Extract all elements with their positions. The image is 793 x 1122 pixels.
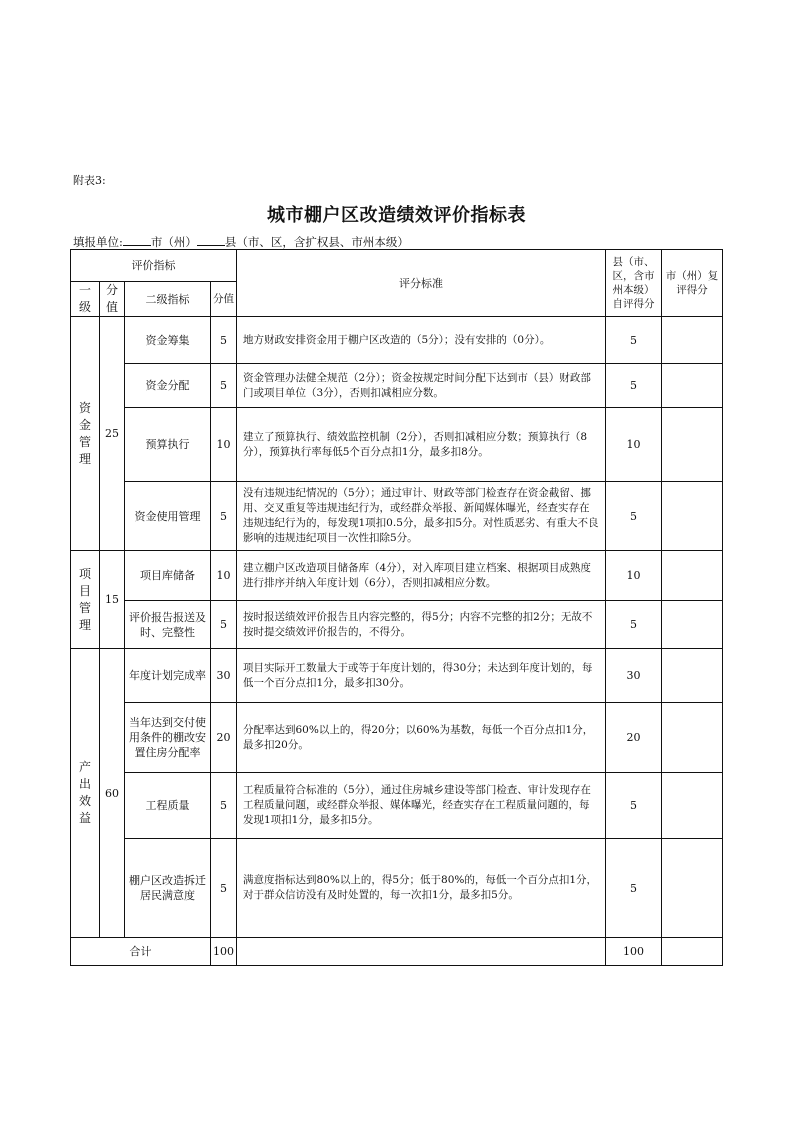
indicator-score: 5	[211, 317, 237, 364]
city-score-cell[interactable]	[662, 482, 723, 551]
city-score-cell[interactable]	[662, 601, 723, 649]
fill-unit-label: 填报单位:	[73, 235, 123, 249]
self-score-cell[interactable]: 10	[606, 408, 662, 482]
criteria-text: 按时报送绩效评价报告且内容完整的，得5分；内容不完整的扣2分；无故不按时提交绩效评价报告的，不得分。	[237, 601, 606, 649]
county-blank[interactable]	[197, 235, 225, 246]
self-score-cell[interactable]: 5	[606, 482, 662, 551]
header-level2: 二级指标	[125, 282, 211, 317]
city-score-cell[interactable]	[662, 773, 723, 839]
header-score2: 分值	[211, 282, 237, 317]
indicator-name: 预算执行	[125, 408, 211, 482]
header-level1: 一级	[71, 282, 100, 317]
indicator-score: 5	[211, 482, 237, 551]
attachment-label: 附表3:	[73, 174, 106, 187]
group-score: 60	[100, 649, 125, 938]
indicator-name: 资金分配	[125, 364, 211, 408]
group-score: 15	[100, 551, 125, 649]
criteria-text: 地方财政安排资金用于棚户区改造的（5分）；没有安排的（0分）。	[237, 317, 606, 364]
total-row	[71, 938, 723, 966]
indicator-name: 当年达到交付使用条件的棚改安置住房分配率	[125, 703, 211, 773]
indicator-name: 年度计划完成率	[125, 649, 211, 703]
total-label: 合计	[71, 938, 211, 966]
document-title: 城市棚户区改造绩效评价指标表	[267, 205, 526, 226]
criteria-text: 建立棚户区改造项目储备库（4分），对入库项目建立档案、根据项目成熟度进行排序并纳入年度计划（6分），否则扣减相应分数。	[237, 551, 606, 601]
table-row	[71, 364, 723, 408]
indicator-score: 10	[211, 551, 237, 601]
table-row	[71, 773, 723, 839]
criteria-text: 分配率达到60%以上的，得20分；以60%为基数，每低一个百分点扣1分，最多扣20分。	[237, 703, 606, 773]
table-row	[71, 551, 723, 601]
indicator-score: 5	[211, 601, 237, 649]
criteria-text: 建立了预算执行、绩效监控机制（2分），否则扣减相应分数；预算执行（8分），预算执行率每低5个百分点扣1分，最多扣8分。	[237, 408, 606, 482]
self-score-cell[interactable]: 5	[606, 601, 662, 649]
table-row	[71, 317, 723, 364]
indicator-name: 项目库储备	[125, 551, 211, 601]
group-name: 项目管理	[71, 551, 100, 649]
self-score-cell[interactable]: 10	[606, 551, 662, 601]
group-name: 产出效益	[71, 649, 100, 938]
criteria-text: 项目实际开工数量大于或等于年度计划的，得30分；未达到年度计划的，每低一个百分点扣1分，最多扣30分。	[237, 649, 606, 703]
criteria-text: 没有违规违纪情况的（5分）；通过审计、财政等部门检查存在资金截留、挪用、交叉重复等违规违纪行为，或经群众举报、新闻媒体曝光，经查实存在违规违纪行为的，每发现1项扣0.5分，最多扣5分。对性质恶劣、有重大不良影响的违规违纪项目一次性扣除5分。	[237, 482, 606, 551]
header-indicators: 评价指标	[71, 250, 237, 282]
group-score: 25	[100, 317, 125, 551]
indicator-score: 30	[211, 649, 237, 703]
fill-unit-line	[73, 234, 409, 250]
self-score-cell[interactable]: 30	[606, 649, 662, 703]
header-city-score: 市（州）复评得分	[662, 250, 723, 317]
table-row	[71, 703, 723, 773]
evaluation-table	[70, 249, 723, 966]
self-score-cell[interactable]: 5	[606, 364, 662, 408]
city-score-cell[interactable]	[662, 364, 723, 408]
total-self-score[interactable]: 100	[606, 938, 662, 966]
table-row	[71, 601, 723, 649]
table-row	[71, 649, 723, 703]
header-criteria: 评分标准	[237, 250, 606, 317]
table-row	[71, 839, 723, 938]
city-blank[interactable]	[123, 235, 151, 246]
total-criteria-empty	[237, 938, 606, 966]
total-score: 100	[211, 938, 237, 966]
city-score-cell[interactable]	[662, 408, 723, 482]
city-score-cell[interactable]	[662, 839, 723, 938]
indicator-name: 棚户区改造拆迁居民满意度	[125, 839, 211, 938]
indicator-name: 评价报告报送及时、完整性	[125, 601, 211, 649]
header-self-score: 县（市、区，含市州本级）自评得分	[606, 250, 662, 317]
indicator-score: 5	[211, 839, 237, 938]
self-score-cell[interactable]: 20	[606, 703, 662, 773]
header-row-1	[71, 250, 723, 282]
header-score1: 分值	[100, 282, 125, 317]
city-score-cell[interactable]	[662, 317, 723, 364]
criteria-text: 资金管理办法健全规范（2分）；资金按规定时间分配下达到市（县）财政部门或项目单位（3分），否则扣减相应分数。	[237, 364, 606, 408]
indicator-score: 5	[211, 364, 237, 408]
indicator-score: 10	[211, 408, 237, 482]
indicator-name: 资金使用管理	[125, 482, 211, 551]
indicator-score: 20	[211, 703, 237, 773]
criteria-text: 满意度指标达到80%以上的，得5分；低于80%的，每低一个百分点扣1分，对于群众信访没有及时处置的，每一次扣1分，最多扣5分。	[237, 839, 606, 938]
city-score-cell[interactable]	[662, 551, 723, 601]
self-score-cell[interactable]: 5	[606, 839, 662, 938]
city-score-cell[interactable]	[662, 649, 723, 703]
indicator-name: 资金筹集	[125, 317, 211, 364]
self-score-cell[interactable]: 5	[606, 773, 662, 839]
fill-unit-county: 县（市、区，含扩权县、市州本级）	[224, 235, 409, 249]
total-city-score[interactable]	[662, 938, 723, 966]
indicator-name: 工程质量	[125, 773, 211, 839]
group-name: 资金管理	[71, 317, 100, 551]
self-score-cell[interactable]: 5	[606, 317, 662, 364]
indicator-score: 5	[211, 773, 237, 839]
criteria-text: 工程质量符合标准的（5分），通过住房城乡建设等部门检查、审计发现存在工程质量问题，或经群众举报、媒体曝光，经查实存在工程质量问题的，每发现1项扣1分，最多扣5分。	[237, 773, 606, 839]
table-row	[71, 408, 723, 482]
city-score-cell[interactable]	[662, 703, 723, 773]
fill-unit-city: 市（州）	[150, 235, 197, 249]
table-row	[71, 482, 723, 551]
